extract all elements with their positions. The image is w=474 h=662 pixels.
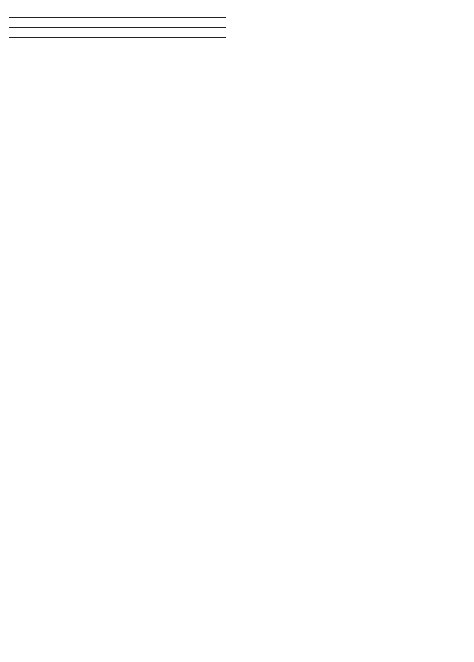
name-line [9,10,226,18]
degree-field[interactable] [6,18,226,28]
school-line [9,30,226,38]
name-field[interactable] [6,8,226,18]
degree-line [9,20,226,28]
school-field[interactable] [6,28,226,38]
student-fields [6,8,226,38]
left-column [6,0,226,38]
